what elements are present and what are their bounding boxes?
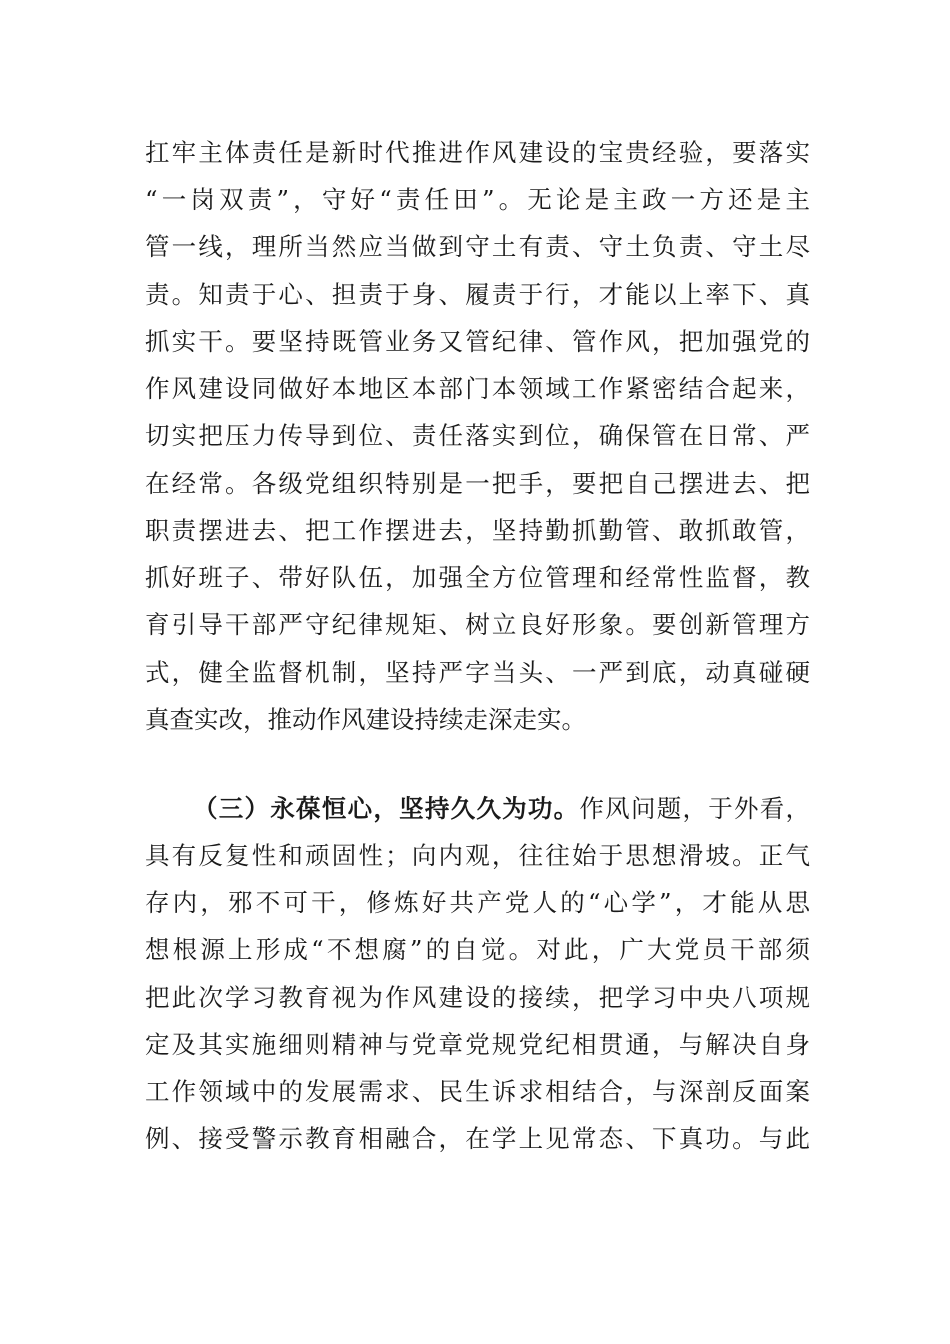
text-line: 责。知责于心、担责于身、履责于行，才能以上率下、真 <box>145 280 810 309</box>
text-line: 式，健全监督机制，坚持严字当头、一严到底，动真碰硬 <box>145 658 810 687</box>
text-line: 工作领域中的发展需求、民生诉求相结合，与深剖反面案 <box>145 1077 810 1106</box>
text-line: 具有反复性和顽固性；向内观，往往始于思想滑坡。正气 <box>145 841 810 870</box>
text-run: 作风问题，于外看， <box>579 794 811 823</box>
text-line: 育引导干部严守纪律规矩、树立良好形象。要创新管理方 <box>145 610 810 639</box>
text-line: 把此次学习教育视为作风建设的接续，把学习中央八项规 <box>145 983 810 1012</box>
text-line: 扛牢主体责任是新时代推进作风建设的宝贵经验，要落实 <box>145 138 810 167</box>
text-line: 作风建设同做好本地区本部门本领域工作紧密结合起来， <box>145 374 810 403</box>
section-heading: （三）永葆恒心，坚持久久为功。 <box>193 794 580 823</box>
text-line: 例、接受警示教育相融合，在学上见常态、下真功。与此 <box>145 1124 810 1153</box>
text-line: 管一线，理所当然应当做到守土有责、守土负责、守土尽 <box>145 232 810 261</box>
text-line: 抓实干。要坚持既管业务又管纪律、管作风，把加强党的 <box>145 327 810 356</box>
text-line: 职责摆进去、把工作摆进去，坚持勤抓勤管、敢抓敢管， <box>145 516 810 545</box>
text-line: 在经常。各级党组织特别是一把手，要把自己摆进去、把 <box>145 469 810 498</box>
text-line: 切实把压力传导到位、责任落实到位，确保管在日常、严 <box>145 421 810 450</box>
text-line: 定及其实施细则精神与党章党规党纪相贯通，与解决自身 <box>145 1030 810 1059</box>
paragraph-2-first-line <box>193 789 810 829</box>
text-line: “一岗双责”，守好“责任田”。无论是主政一方还是主 <box>145 185 810 214</box>
text-line: 想根源上形成“不想腐”的自觉。对此，广大党员干部须 <box>145 935 810 964</box>
text-line: 抓好班子、带好队伍，加强全方位管理和经常性监督，教 <box>145 563 810 592</box>
text-line: 存内，邪不可干，修炼好共产党人的“心学”，才能从思 <box>145 888 810 917</box>
text-line: 真查实改，推动作风建设持续走深走实。 <box>145 705 586 734</box>
